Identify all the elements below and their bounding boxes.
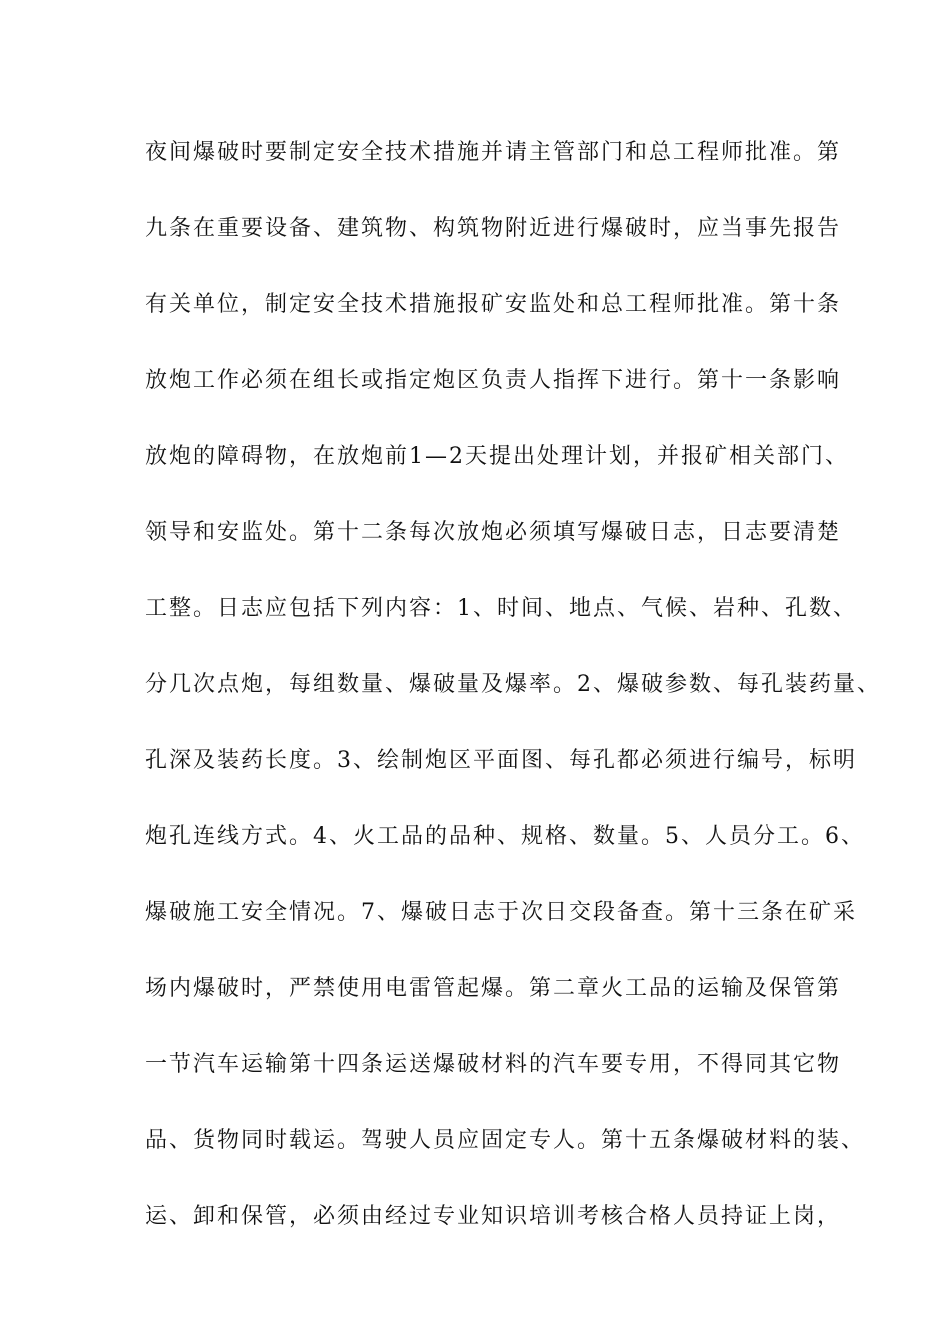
text-line: 爆破施工安全情况。7、爆破日志于次日交段备查。第十三条在矿采: [145, 900, 857, 925]
text-line: 有关单位，制定安全技术措施报矿安监处和总工程师批准。第十条: [145, 292, 842, 317]
text-line: 分几次点炮，每组数量、爆破量及爆率。2、爆破参数、每孔装药量、: [145, 672, 881, 697]
text-line: 炮孔连线方式。4、火工品的品种、规格、数量。5、人员分工。6、: [145, 824, 865, 849]
text-line: 放炮的障碍物，在放炮前1—2天提出处理计划，并报矿相关部门、: [145, 444, 849, 469]
text-line: 孔深及装药长度。3、绘制炮区平面图、每孔都必须进行编号，标明: [145, 748, 857, 773]
text-line: 领导和安监处。第十二条每次放炮必须填写爆破日志，日志要清楚: [145, 520, 842, 545]
text-line: 工整。日志应包括下列内容：1、时间、地点、气候、岩种、孔数、: [145, 596, 857, 621]
text-line: 九条在重要设备、建筑物、构筑物附近进行爆破时，应当事先报告: [145, 216, 842, 241]
text-line: 夜间爆破时要制定安全技术措施并请主管部门和总工程师批准。第: [145, 140, 842, 165]
text-line: 场内爆破时，严禁使用电雷管起爆。第二章火工品的运输及保管第: [145, 976, 842, 1001]
text-line: 品、货物同时载运。驾驶人员应固定专人。第十五条爆破材料的装、: [145, 1128, 866, 1153]
text-line: 运、卸和保管，必须由经过专业知识培训考核合格人员持证上岗，: [145, 1204, 842, 1229]
text-line: 一节汽车运输第十四条运送爆破材料的汽车要专用，不得同其它物: [145, 1052, 842, 1077]
text-line: 放炮工作必须在组长或指定炮区负责人指挥下进行。第十一条影响: [145, 368, 842, 393]
body-text: [145, 130, 881, 1270]
